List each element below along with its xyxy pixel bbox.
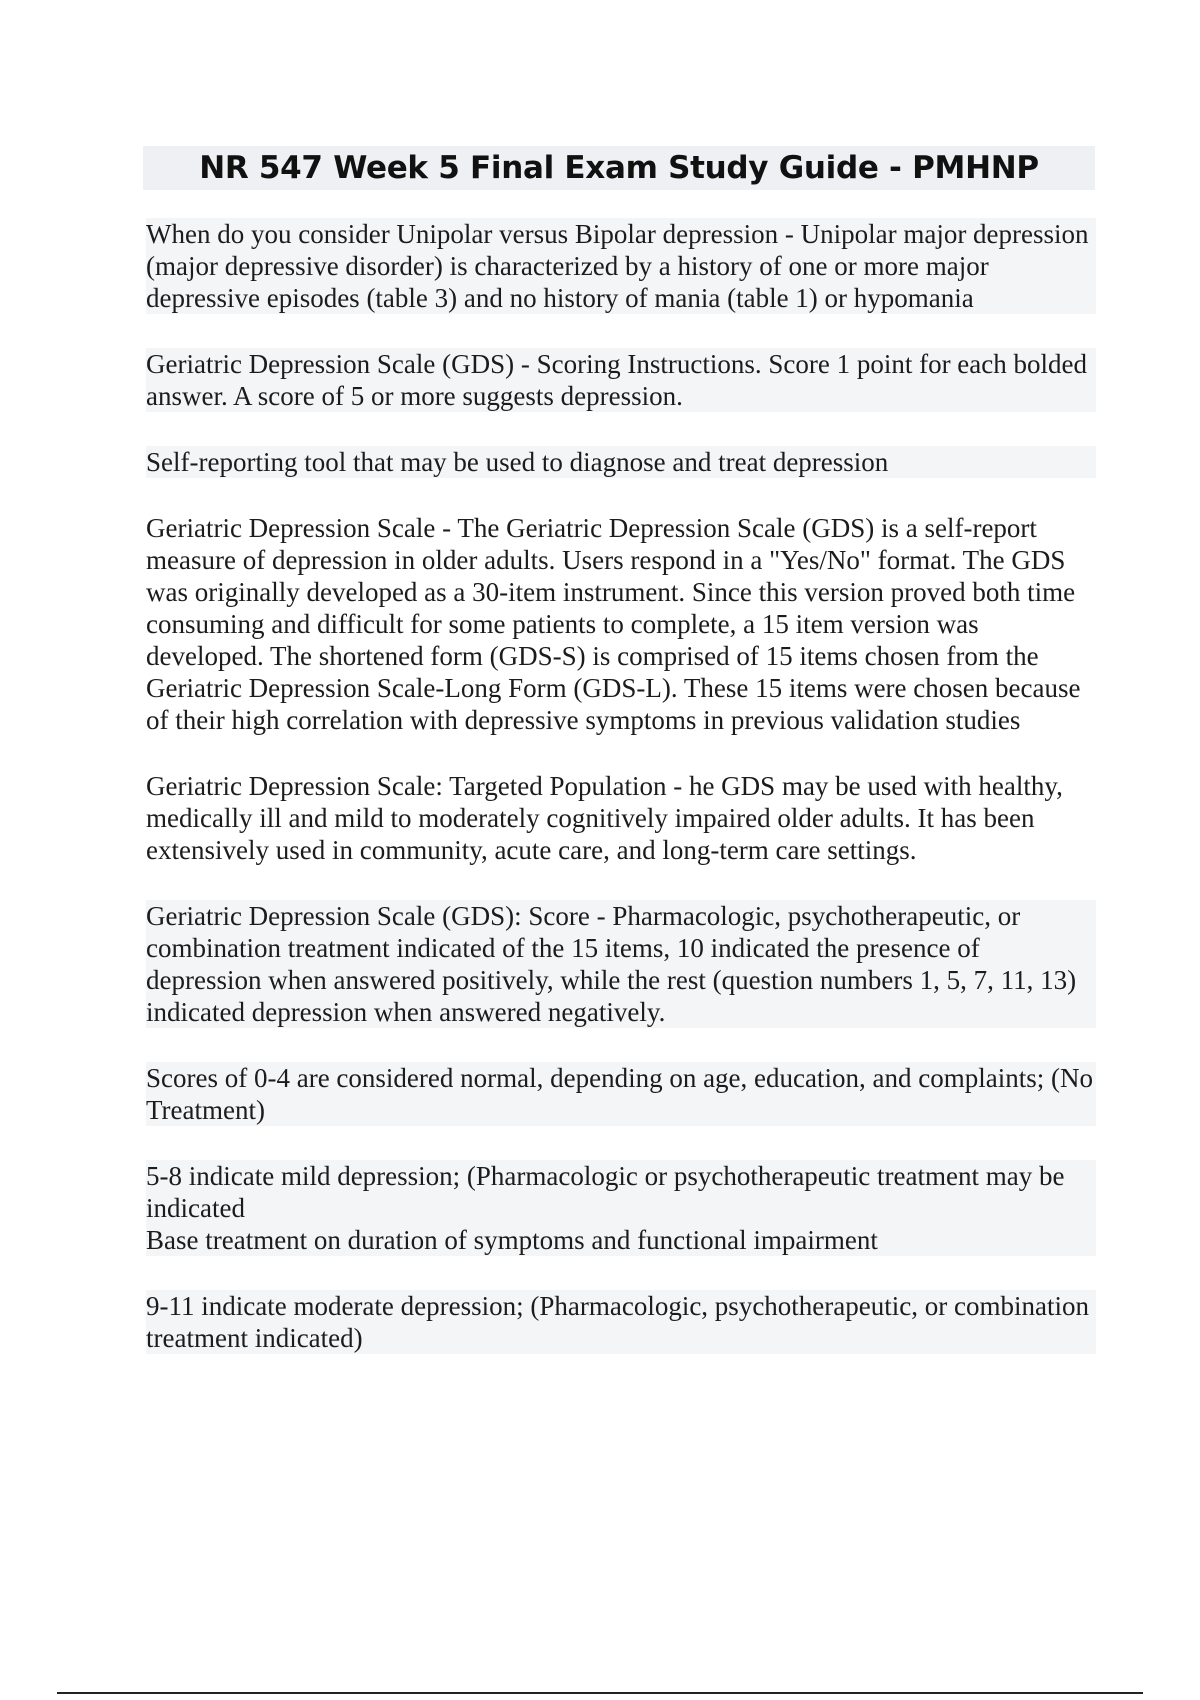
document-title: NR 547 Week 5 Final Exam Study Guide - PMHNP (199, 150, 1039, 186)
paragraph-score-9-11: 9-11 indicate moderate depression; (Pharmacologic, psychotherapeutic, or combination treatment indicated) (146, 1290, 1096, 1354)
paragraph-score-0-4: Scores of 0-4 are considered normal, depending on age, education, and complaints; (No Treatment) (146, 1062, 1096, 1126)
paragraph-unipolar-vs-bipolar: When do you consider Unipolar versus Bipolar depression - Unipolar major depression (major depressive disorder) is characterized by a history of one or more major depressive episodes (table 3) and no history of mania (table 1) or hypomania (146, 218, 1096, 314)
paragraph-self-reporting-tool: Self-reporting tool that may be used to diagnose and treat depression (146, 446, 1096, 478)
document-body (146, 218, 1096, 1354)
paragraph-gds-description: Geriatric Depression Scale - The Geriatric Depression Scale (GDS) is a self-report measure of depression in older adults. Users respond in a "Yes/No" format. The GDS was originally developed as a 30-item instrument. Since this version proved both time consuming and difficult for some patients to complete, a 15 item version was developed. The shortened form (GDS-S) is comprised of 15 items chosen from the Geriatric Depression Scale-Long Form (GDS-L). These 15 items were chosen because of their high correlation with depressive symptoms in previous validation studies (146, 513, 1081, 735)
paragraph-gds-targeted-population: Geriatric Depression Scale: Targeted Population - he GDS may be used with healthy, medically ill and mild to moderately cognitively impaired older adults. It has been extensively used in community, acute care, and long-term care settings. (146, 771, 1063, 865)
title-banner (143, 146, 1095, 190)
paragraph-gds-scoring-instructions: Geriatric Depression Scale (GDS) - Scoring Instructions. Score 1 point for each bolded answer. A score of 5 or more suggests depression. (146, 348, 1096, 412)
paragraph-gds-score: Geriatric Depression Scale (GDS): Score - Pharmacologic, psychotherapeutic, or combination treatment indicated of the 15 items, 10 indicated the presence of depression when answered positively, while the rest (question numbers 1, 5, 7, 11, 13) indicated depression when answered negatively. (146, 900, 1096, 1028)
paragraph-score-5-8: 5-8 indicate mild depression; (Pharmacologic or psychotherapeutic treatment may be indicated Base treatment on duration of symptoms and functional impairment (146, 1160, 1096, 1256)
footer-divider (57, 1692, 1143, 1694)
